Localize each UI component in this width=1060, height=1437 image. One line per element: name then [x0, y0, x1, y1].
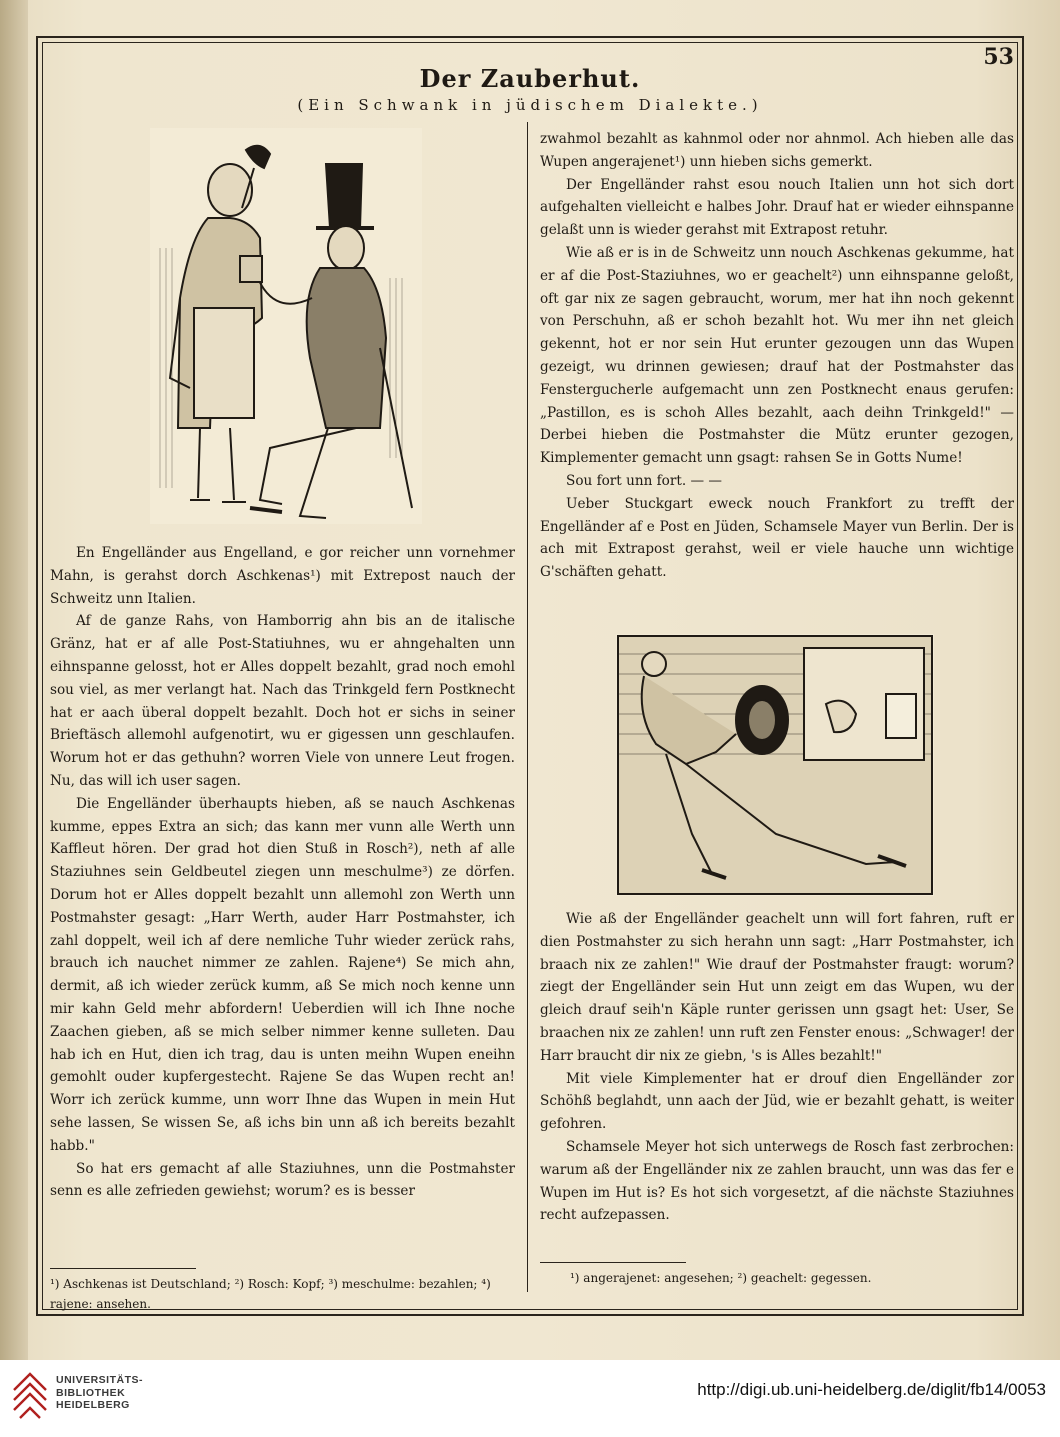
- permalink-url[interactable]: http://digi.ub.uni-heidelberg.de/diglit/fb14/0053: [697, 1380, 1046, 1399]
- logo-line: UNIVERSITÄTS-: [56, 1374, 144, 1386]
- logo-line: HEIDELBERG: [56, 1399, 130, 1411]
- paragraph: Schamsele Meyer hot sich unterwegs de Rosch fast zerbrochen: warum aß der Engelländer nix ze zahlen braucht, unn was das fer e Wupen im Hut is? Es hot sich vorgesetzt, af die nächste Staziuhnes recht aufzepassen.: [540, 1138, 1014, 1224]
- paragraph: So hat ers gemacht af alle Staziuhnes, unn die Postmahster senn es alle zefrieden gewiehst; worum? es is besser: [50, 1160, 515, 1200]
- book-spine-shadow: [0, 0, 28, 1360]
- logo-line: BIBLIOTHEK: [56, 1386, 126, 1399]
- paragraph: Wie aß der Engelländer geachelt unn will fort fahren, ruft er dien Postmahster zu sich herahn unn sagt: „Harr Postmahster, ich braach nix ze zahlen!" Wie drauf der Postmahster fraugt: worum? ziegt der Engelländer sein Hut unn zeigt em das Wupen, wu der gleich drauf seih'n Käple runter gerissen unn gsagt het: User, Se braachen nix ze zahlen! unn ruft zen Fenster enous: „Schwager! der Harr braucht dir nix ze giebn, 's is Alles bezahlt!": [540, 911, 1014, 1064]
- paragraph: Die Engelländer überhaupts hieben, aß se nauch Aschkenas kumme, eppes Extra an sich; das kann mer vunn alle Werth unn Kaffleut hören. Der grad hot dien Stuß in Rosch²), neth af alle Staziuhnes sein Geldbeutel ziegen unn meschulme³) ze dörfen. Dorum hot er Alles doppelt bezahlt unn allemohl zon Werth unn Postmahster gesagt: „Harr Werth, auder Harr Postmahster, ich zahl doppelt, weil ich af dere nemliche Tuhr wieder zerück rahs, brauch ich nauchet nimmer ze zahlen. Rajene⁴) Se mich ahn, dermit, aß ich wieder zerück kumm, aß Se mich noch kenne unn mir kahn Geld mehr abfordern! Ueberdien will ich Ihne noche Zaachen gieben, aß se mich selber nimmer kenne sulleten. Dau hab ich en Hut, dien ich trag, dau is unten meihn Wupen eneihn gemohlt ouder kupfergestecht. Rajene Se das Wupen recht an! Worr ich zerück kumme, unn worr Ihne das Wupen in mein Hut sehe lassen, Se wissen Se, aß ichs bin unn aß ich bereits bezahlt habb.": [50, 795, 515, 1154]
- paragraph: zwahmol bezahlt as kahnmol oder nor ahnmol. Ach hieben alle das Wupen angerajenet¹) unn hieben sichs gemerkt.: [540, 131, 1014, 170]
- paragraph: Ueber Stuckgart eweck nouch Frankfort zu trefft der Engelländer af e Post en Jüden, Schamsele Mayer vun Berlin. Der is ach mit Extrapost gerahst, weil er viele hauche unn wichtige G'schäften gehatt.: [540, 495, 1014, 581]
- article-subtitle: (Ein Schwank in jüdischem Dialekte.): [297, 96, 763, 114]
- paragraph: Af de ganze Rahs, von Hamborrig ahn bis an de italische Gränz, hat er af alle Post-Statiuhnes, wu er ahngehalten unn eihnspanne gelosst, hot er Alles doppelt bezahlt, grad noch emohl sou viel, as mer verlangt hat. Nach das Trinkgeld fern Postknecht hat er aach überal doppelt bezahlt. Doch hot er sichs in seiner Brieftäsch allemohl aufgenotirt, wu er gigessen unn geschlaufen. Worum hot er das gethuhn? worren Viele von unnere Leut frogen. Nu, das will ich user sagen.: [50, 613, 515, 789]
- paragraph: Der Engelländer rahst esou nouch Italien unn hot sich dort aufgehalten vielleicht e halbes Johr. Drauf hat er wieder eihnspanne gelaßt unn is wieder gerahst mit Extrapost retuhr.: [540, 176, 1014, 239]
- illustration-postmaster-and-englishman: [150, 128, 422, 524]
- article-title: Der Zauberhut.: [419, 64, 641, 93]
- left-column-text: [50, 542, 515, 1203]
- right-footnote: ¹) angerajenet: angesehen; ²) geachelt: gegessen.: [570, 1271, 872, 1285]
- illustration-englishman-in-carriage: [616, 634, 934, 896]
- paragraph: Sou fort unn fort. — —: [566, 472, 722, 489]
- paragraph: En Engelländer aus Engelland, e gor reicher unn vornehmer Mahn, is gerahst dorch Aschkenas¹) mit Extrepost nauch der Schweitz unn Italien.: [50, 545, 515, 607]
- left-footnote: ¹) Aschkenas ist Deutschland; ²) Rosch: Kopf; ³) meschulme: bezahlen; ⁴) rajene: ansehen.: [50, 1277, 491, 1311]
- university-library-name[interactable]: [56, 1374, 143, 1412]
- right-footnote-rule: [540, 1262, 686, 1263]
- paragraph: Mit viele Kimplementer hat er drouf dien Engelländer zor Schöhß beglahdt, unn aach der Jüd, wie er bezahlt gehatt, is weiter gefohren.: [540, 1070, 1014, 1133]
- right-column-text-top: [540, 128, 1014, 584]
- right-column-text-bottom: [540, 908, 1014, 1227]
- paragraph: Wie aß er is in de Schweitz unn nouch Aschkenas gekumme, hat er af die Post-Staziuhnes, wo er geachelt²) unn eihnspanne geloßt, oft gar nix ze sagen gebraucht, worum, mer hat ihn noch gekennt von Perschuhn, aß er schoh bezahlt hot. Wu mer ihn net gleich gekennt, hot er nor sein Hut erunter gezougen unn das Wupen gezeigt, wu drinnen gewiesen; drauf hat der Postmahster das Fenstergucherle aufgemacht unn zen Postknecht enaus gerufen: „Pastillon, es is schoh Alles bezahlt, aach deihn Trinkgeld!" — Derbei hieben die Postmahster die Mütz erunter gezogen, Kimplementer gemacht unn gsagt: rahsen Se in Gotts Nume!: [540, 244, 1014, 467]
- university-library-logo-icon[interactable]: [10, 1368, 50, 1426]
- left-footnote-rule: [50, 1268, 196, 1269]
- page-number: 53: [983, 44, 1014, 70]
- column-divider: [527, 122, 528, 1292]
